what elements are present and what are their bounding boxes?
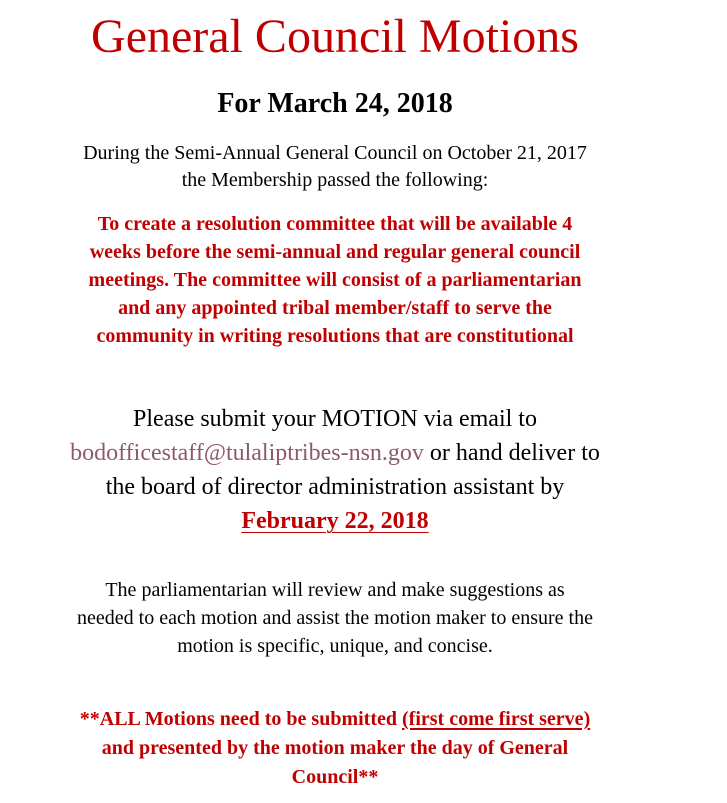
resolution-text	[0, 210, 670, 350]
resolution-line: meetings. The committee will consist of a parliamentarian	[88, 269, 582, 291]
review-line: motion is specific, unique, and concise.	[177, 635, 493, 657]
resolution-line: and any appointed tribal member/staff to serve the	[118, 297, 552, 319]
resolution-line: To create a resolution committee that will be available 4	[97, 213, 573, 235]
notice-line-start: **ALL Motions need to be submitted	[79, 708, 402, 730]
submit-instructions	[0, 402, 670, 538]
submit-line	[0, 436, 670, 470]
review-paragraph	[0, 576, 670, 660]
review-line: needed to each motion and assist the motion maker to ensure the	[77, 607, 593, 629]
intro-line: the Membership passed the following:	[181, 169, 489, 191]
resolution-line: community in writing resolutions that are constitutional	[96, 325, 574, 347]
submit-line: the board of director administration assistant by	[105, 474, 565, 500]
first-come-first-serve: (first come first serve)	[402, 708, 591, 730]
date-heading: For March 24, 2018	[217, 88, 453, 119]
review-line: The parliamentarian will review and make suggestions as	[105, 579, 565, 601]
intro-line: During the Semi-Annual General Council on October 21, 2017	[83, 142, 587, 164]
notice-line: and presented by the motion maker the day of General	[101, 737, 569, 759]
deadline-line	[0, 504, 670, 538]
email-link[interactable]: bodofficestaff@tulaliptribes-nsn.gov	[70, 440, 424, 466]
resolution-line: weeks before the semi-annual and regular general council	[89, 241, 581, 263]
deadline-date: February 22, 2018	[241, 508, 429, 534]
notice-line: Council**	[291, 766, 379, 788]
intro-paragraph	[0, 140, 670, 194]
submission-notice	[0, 705, 670, 792]
page-title: General Council Motions	[91, 10, 579, 63]
submit-line-rest: or hand deliver to	[423, 440, 600, 466]
submit-line: Please submit your MOTION via email to	[133, 406, 537, 432]
notice-line	[0, 705, 670, 734]
